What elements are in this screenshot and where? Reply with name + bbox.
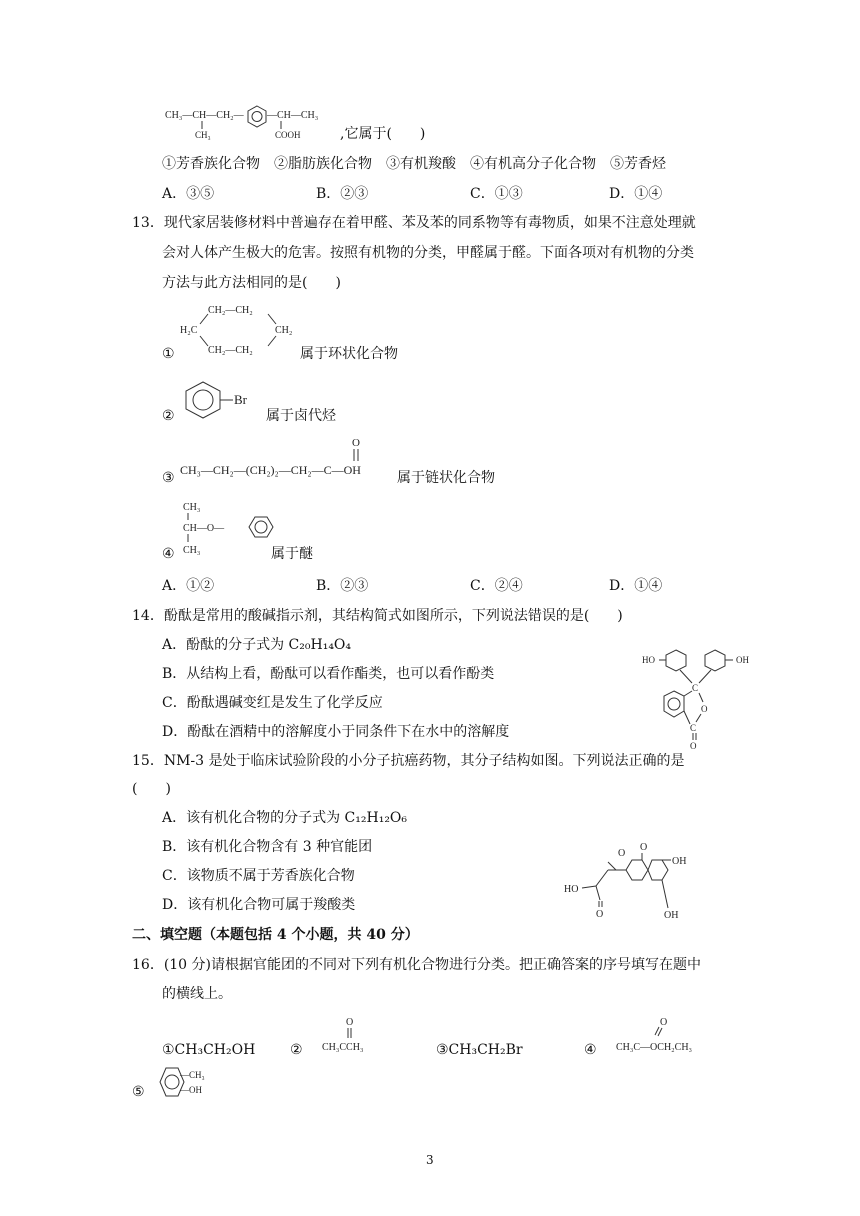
pp-ho: HO bbox=[642, 655, 655, 665]
q15-option-b: B．该有机化合物含有 3 种官能团 bbox=[162, 839, 373, 855]
section-2-title: 二、填空题（本题包括 4 个小题，共 40 分） bbox=[132, 927, 419, 943]
q13-item1-text: 属于环状化合物 bbox=[300, 346, 398, 362]
nm3-o-carbonyl: O bbox=[640, 842, 648, 853]
q14-stem: 14．酚酞是常用的酸碱指示剂，其结构简式如图所示，下列说法错误的是( ) bbox=[132, 608, 623, 624]
nm3-o-acid: O bbox=[596, 909, 604, 920]
q12-formula-left-sub: CH₃ bbox=[195, 130, 211, 140]
q13-ring-bottom: CH₂—CH₂ bbox=[208, 345, 253, 356]
q13-br-label: Br bbox=[234, 392, 247, 407]
q13-line3: 方法与此方法相同的是( ) bbox=[162, 275, 341, 291]
q13-option-b: B．②③ bbox=[316, 578, 369, 594]
q13-item4-num: ④ bbox=[162, 546, 175, 562]
q12-structure bbox=[165, 98, 345, 146]
nm3-structure bbox=[562, 840, 702, 924]
q13-ether-ch3-top: CH₃ bbox=[183, 502, 201, 513]
q16-acetone-o: O bbox=[346, 1017, 354, 1028]
q13-carbonyl-o: O bbox=[352, 437, 360, 449]
q13-ring-right: CH₂ bbox=[275, 325, 293, 336]
q13-option-a: A．①② bbox=[162, 578, 215, 594]
q13-item3-num: ③ bbox=[162, 470, 175, 486]
q16-acetone-structure bbox=[322, 1014, 392, 1056]
pp-o1: O bbox=[701, 704, 708, 714]
q13-item2-text: 属于卤代烃 bbox=[266, 408, 336, 424]
q13-ring-left: H₂C bbox=[180, 325, 198, 336]
q16-line1: 16．(10 分)请根据官能团的不同对下列有机化合物进行分类。把正确答案的序号填写在题中 bbox=[132, 957, 702, 973]
q16-compound-3: ③CH₃CH₂Br bbox=[436, 1042, 523, 1058]
q15-stem1: 15．NM-3 是处于临床试验阶段的小分子抗癌药物，其分子结构如图。下列说法正确的是 bbox=[132, 753, 685, 769]
q12-formula-right: —CH—CH₃ bbox=[267, 110, 319, 121]
q13-ether-ch: CH—O— bbox=[183, 523, 225, 534]
q16-ester-structure bbox=[616, 1014, 728, 1056]
q16-acetone-formula: CH₃CCH₃ bbox=[322, 1042, 364, 1053]
phenolphthalein-structure bbox=[640, 645, 758, 755]
q12-option-a: A．③⑤ bbox=[162, 186, 215, 202]
q16-compound-4-num: ④ bbox=[584, 1042, 597, 1058]
q14-option-c: C．酚酞遇碱变红是发生了化学反应 bbox=[162, 695, 383, 711]
q13-option-c: C．②④ bbox=[470, 578, 523, 594]
q12-formula-right-sub: COOH bbox=[275, 130, 301, 140]
pp-c2: C bbox=[690, 723, 697, 733]
page-number: 3 bbox=[426, 1153, 434, 1167]
q12-option-c: C．①③ bbox=[470, 186, 523, 202]
nm3-o-ring: O bbox=[618, 848, 626, 859]
pp-oh: OH bbox=[736, 655, 749, 665]
q12-option-d: D．①④ bbox=[609, 186, 663, 202]
nm3-oh-bottom: OH bbox=[664, 910, 679, 921]
q15-option-a: A．该有机化合物的分子式为 C₁₂H₁₂O₆ bbox=[162, 810, 408, 826]
q16-ester-o: O bbox=[660, 1017, 668, 1028]
q13-ring-top: CH₂—CH₂ bbox=[208, 305, 253, 316]
q15-option-d: D．该有机化合物可属于羧酸类 bbox=[162, 897, 356, 913]
q13-option-d: D．①④ bbox=[609, 578, 663, 594]
nm3-oh-top: OH bbox=[672, 856, 687, 867]
q14-option-a: A．酚酞的分子式为 C₂₀H₁₄O₄ bbox=[162, 637, 352, 653]
q13-item3-text: 属于链状化合物 bbox=[397, 470, 495, 486]
q16-compound-2-num: ② bbox=[290, 1042, 303, 1058]
pp-c1: C bbox=[692, 683, 699, 693]
q14-option-b: B．从结构上看，酚酞可以看作酯类，也可以看作酚类 bbox=[162, 666, 495, 682]
nm3-ho: HO bbox=[564, 884, 579, 895]
q13-cyclohexane-structure bbox=[178, 300, 303, 360]
q16-ester-formula: CH₃C—OCH₂CH₃ bbox=[616, 1042, 693, 1053]
q13-ether-structure bbox=[180, 498, 280, 560]
q15-stem2: ( ) bbox=[132, 781, 171, 797]
q13-chain-structure bbox=[180, 434, 398, 480]
q13-item4-text: 属于醚 bbox=[271, 546, 313, 562]
q13-item2-num: ② bbox=[162, 408, 175, 424]
q16-cresol-ch3: —CH₃ bbox=[180, 1070, 205, 1080]
q12-option-b: B．②③ bbox=[316, 186, 369, 202]
q13-ether-ch3-bottom: CH₃ bbox=[183, 545, 201, 556]
q12-formula-left: CH₃—CH—CH₂— bbox=[165, 110, 244, 121]
q14-option-d: D．酚酞在酒精中的溶解度小于同条件下在水中的溶解度 bbox=[162, 724, 510, 740]
q12-stem-tail: ,它属于( ) bbox=[340, 126, 426, 142]
q16-compound-5-num: ⑤ bbox=[132, 1084, 145, 1100]
q13-bromobenzene-structure bbox=[183, 380, 265, 422]
q12-items: ①芳香族化合物 ②脂肪族化合物 ③有机羧酸 ④有机高分子化合物 ⑤芳香烃 bbox=[162, 156, 666, 172]
q13-item1-num: ① bbox=[162, 346, 175, 362]
q13-chain-formula: CH₃—CH₂—(CH₂)₂—CH₂—C—OH bbox=[180, 463, 361, 477]
q16-compound-1: ①CH₃CH₂OH bbox=[162, 1042, 256, 1058]
q16-line2: 的横线上。 bbox=[162, 986, 232, 1002]
q13-line1: 13．现代家居装修材料中普遍存在着甲醛、苯及苯的同系物等有毒物质，如果不注意处理就 bbox=[132, 215, 696, 231]
pp-o2: O bbox=[690, 741, 697, 751]
q16-cresol-oh: —OH bbox=[180, 1085, 202, 1095]
q15-option-c: C．该物质不属于芳香族化合物 bbox=[162, 868, 355, 884]
q16-cresol-structure bbox=[150, 1066, 214, 1102]
q13-line2: 会对人体产生极大的危害。按照有机物的分类，甲醛属于醛。下面各项对有机物的分类 bbox=[162, 245, 694, 261]
